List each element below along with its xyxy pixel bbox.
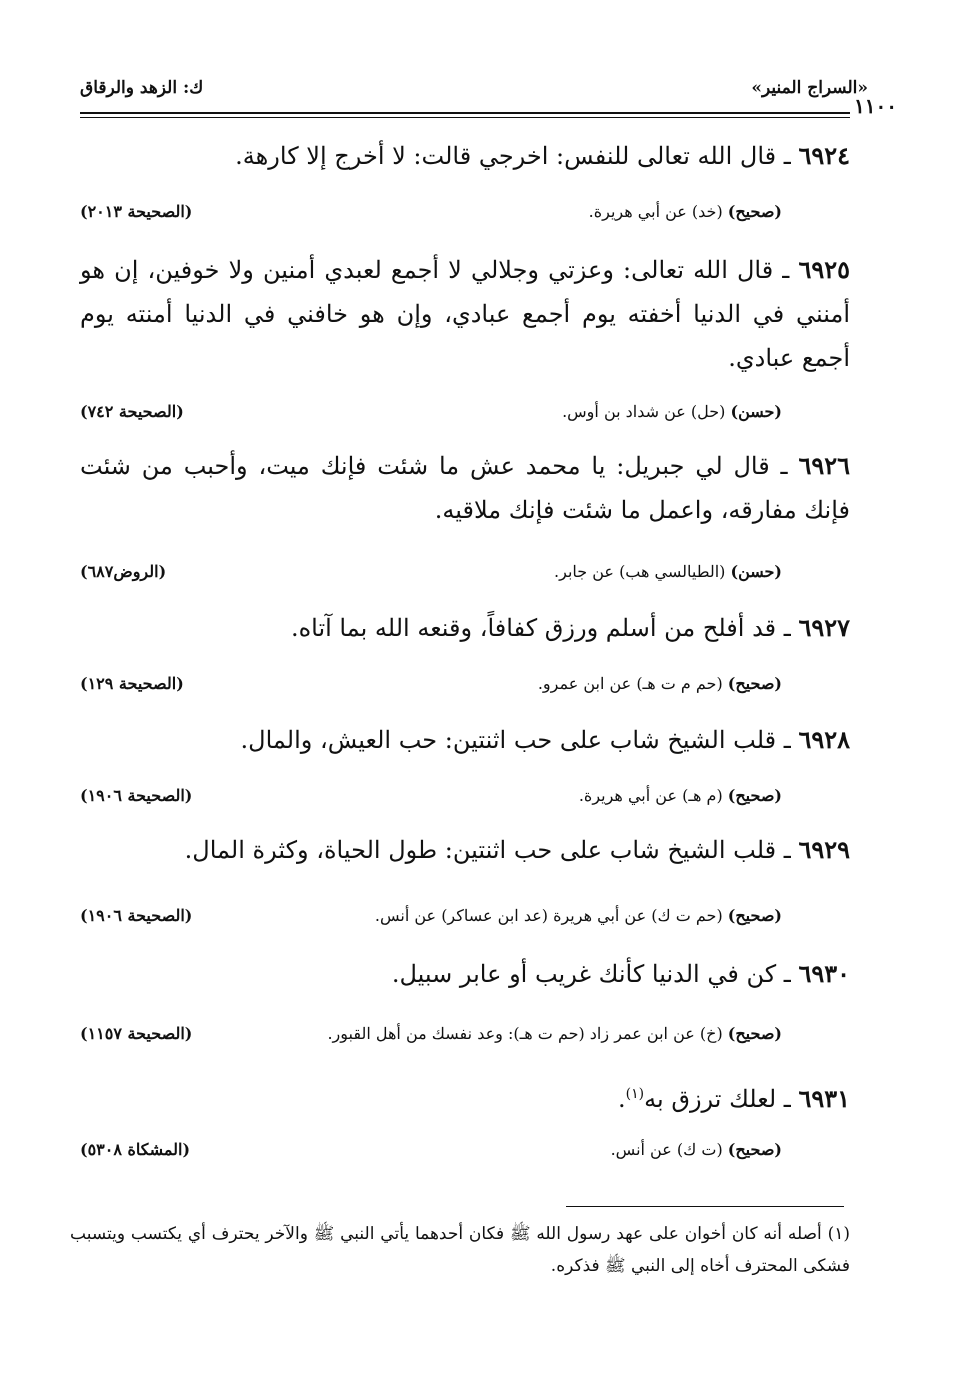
hadith-text: قال الله تعالى للنفس: اخرجي قالت: لا أخرج إلا كارهة. (235, 142, 777, 170)
hadith-text: قال لي جبريل: يا محمد عش ما شئت فإنك ميت، وأحبب من شئت فإنك مفارقه، واعمل ما شئت فإنك ملاقيه. (80, 452, 850, 524)
hadith-entry: ٦٩٢٥ ـ قال الله تعالى: وعزتي وجلالي لا أجمع لعبدي أمنين ولا خوفين، إن هو أمنني في الدنيا أخفته يوم أجمع عبادي، وإن هو خافني في الدنيا أمنته يوم أجمع عبادي. (80, 255, 850, 372)
header-rule-thin (80, 117, 850, 118)
hadith-grade: (صحيح) (727, 1024, 782, 1043)
hadith-source: (حم م ت هـ) عن ابن عمرو. (537, 674, 723, 693)
chapter-title: ك: الزهد والرقاق (80, 78, 204, 98)
hadith-number: ٦٩٣١ (798, 1084, 850, 1113)
book-title: «السراج المنير» (751, 78, 868, 98)
hadith-source: (حل) عن شداد بن أوس. (562, 402, 726, 421)
hadith-source-line (0, 786, 954, 812)
hadith-entry: ٦٩٢٨ ـ قلب الشيخ شاب على حب اثنتين: حب العيش، والمال. (240, 725, 850, 754)
hadith-text: لعلك ترزق به (644, 1085, 777, 1113)
hadith-source: (الطيالسي هب) عن جابر. (554, 562, 726, 581)
hadith-source-line (0, 402, 954, 428)
hadith-number: ٦٩٣٠ (798, 959, 850, 988)
hadith-text: كن في الدنيا كأنك غريب أو عابر سبيل. (391, 960, 777, 988)
footnote-rule (566, 1206, 844, 1207)
hadith-grade: (صحيح) (727, 906, 782, 925)
hadith-source-line (0, 674, 954, 700)
footnote-text: أصله أنه كان أخوان على عهد رسول الله ﷺ فكان أحدهما يأتي النبي ﷺ والآخر يحترف أي يكتسب ويتسبب فشكى المحترف أخاه إلى النبي ﷺ فذكره. (70, 1224, 850, 1276)
hadith-entry: ٦٩٣١ ـ لعلك ترزق به$^{(١)}$. (618, 1084, 850, 1113)
hadith-entry: ٦٩٢٦ ـ قال لي جبريل: يا محمد عش ما شئت فإنك ميت، وأحبب من شئت فإنك مفارقه، واعمل ما شئت فإنك ملاقيه. (80, 451, 850, 524)
footnote-marker: (١) (625, 1086, 645, 1102)
hadith-source: (خد) عن أبي هريرة. (588, 202, 723, 221)
hadith-reference: (الصحيحة ٢٠١٣) (80, 202, 193, 221)
footnote (70, 1218, 850, 1282)
hadith-number: ٦٩٢٥ (798, 255, 850, 284)
hadith-source-line (0, 1024, 954, 1050)
hadith-number: ٦٩٢٤ (798, 141, 850, 170)
hadith-source: (ت ك) عن أنس. (610, 1140, 723, 1159)
hadith-reference: (الروض٦٨٧) (80, 562, 167, 581)
hadith-text: قد أفلح من أسلم ورزق كفافاً، وقنعه الله بما آتاه. (290, 614, 777, 642)
hadith-grade: (حسن) (730, 562, 782, 581)
hadith-reference: (الصحيحة ١١٥٧) (80, 1024, 193, 1043)
hadith-reference: (المشكاة ٥٣٠٨) (80, 1140, 191, 1159)
hadith-number: ٦٩٢٧ (798, 613, 850, 642)
hadith-source: (خ) عن ابن عمر زاد (حم ت هـ): وعد نفسك من أهل القبور. (327, 1024, 723, 1043)
hadith-source-line (0, 202, 954, 228)
hadith-reference: (الصحيحة ١٢٩) (80, 674, 184, 693)
hadith-source: (م هـ) عن أبي هريرة. (578, 786, 723, 805)
page-number: ١١٠٠ (854, 94, 897, 118)
hadith-number: ٦٩٢٦ (798, 451, 850, 480)
hadith-entry: ٦٩٢٧ ـ قد أفلح من أسلم ورزق كفافاً، وقنعه الله بما آتاه. (290, 613, 850, 642)
hadith-grade: (صحيح) (727, 202, 782, 221)
header-rule (80, 112, 850, 114)
hadith-text-end: . (618, 1085, 626, 1113)
hadith-source-line (0, 562, 954, 588)
hadith-entry: ٦٩٣٠ ـ كن في الدنيا كأنك غريب أو عابر سبيل. (391, 959, 850, 988)
hadith-reference: (الصحيحة ١٩٠٦) (80, 906, 193, 925)
hadith-text: قلب الشيخ شاب على حب اثنتين: طول الحياة، وكثرة المال. (184, 836, 777, 864)
hadith-grade: (صحيح) (727, 1140, 782, 1159)
hadith-source-line (0, 1140, 954, 1166)
hadith-number: ٦٩٢٩ (798, 835, 850, 864)
page-header (80, 72, 868, 112)
hadith-grade: (حسن) (730, 402, 782, 421)
hadith-reference: (الصحيحة ٧٤٢) (80, 402, 184, 421)
hadith-number: ٦٩٢٨ (798, 725, 850, 754)
hadith-text: قال الله تعالى: وعزتي وجلالي لا أجمع لعبدي أمنين ولا خوفين، إن هو أمنني في الدنيا أخفته يوم أجمع عبادي، وإن هو خافني في الدنيا أمنته يوم أجمع عبادي. (80, 256, 850, 372)
hadith-entry: ٦٩٢٩ ـ قلب الشيخ شاب على حب اثنتين: طول الحياة، وكثرة المال. (184, 835, 850, 864)
footnote-number: (١) (827, 1224, 850, 1244)
hadith-entry: ٦٩٢٤ ـ قال الله تعالى للنفس: اخرجي قالت: لا أخرج إلا كارهة. (235, 141, 850, 170)
hadith-reference: (الصحيحة ١٩٠٦) (80, 786, 193, 805)
hadith-grade: (صحيح) (727, 786, 782, 805)
hadith-text: قلب الشيخ شاب على حب اثنتين: حب العيش، والمال. (240, 726, 777, 754)
hadith-source: (حم ت ك) عن أبي هريرة (عد ابن عساكر) عن أنس. (374, 906, 723, 925)
hadith-grade: (صحيح) (727, 674, 782, 693)
hadith-source-line (0, 906, 954, 932)
